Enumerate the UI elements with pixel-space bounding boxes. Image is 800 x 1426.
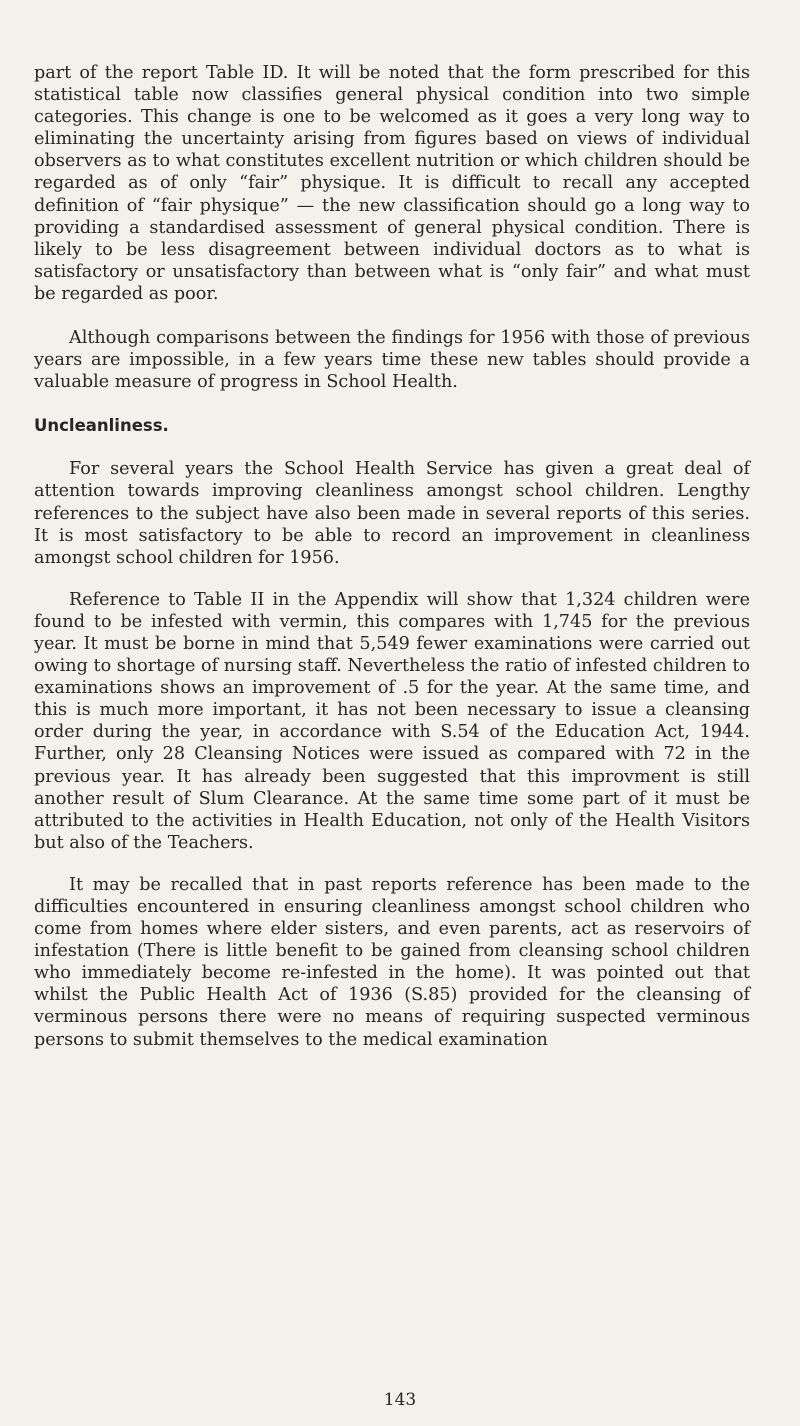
paragraph-attention: For several years the School Health Service has given a great deal of attention towards improving cleanliness amongst school children. Lengthy references to the subject have also been made in several reports of this series. It is most satisfactory to be able to record an improvement in cleanliness amongst school children for 1956. bbox=[34, 459, 750, 568]
paragraph-comparisons: Although comparisons between the findings for 1956 with those of previous years are impossible, in a few years time these new tables should provide a valuable measure of progress in School Health. bbox=[34, 328, 750, 393]
paragraph-past-reports: It may be recalled that in past reports reference has been made to the difficulties encountered in ensuring cleanliness amongst school children who come from homes where elder sisters, and even parents, act as reservoirs of infestation (There is little benefit to be gained from cleansing school children who immediately become re-infested in the home). It was pointed out that whilst the Public Health Act of 1936 (S.85) provided for the cleansing of verminous persons there were no means of requiring suspected verminous persons to submit themselves to the medical examination bbox=[34, 874, 750, 1050]
paragraph-table-reference: Reference to Table II in the Appendix will show that 1,324 children were found to be infested with vermin, this compares with 1,745 for the previous year. It must be borne in mind that 5,549 fewer examinations were carried out owing to shortage of nursing staff. Nevertheless the ratio of infested children to examinations shows an improvement of .5 for the year. At the same time, and this is much more important, it has not been necessary to issue a cleansing order during the year, in accordance with S.54 of the Education Act, 1944. Further, only 28 Cleansing Notices were issued as compared with 72 in the previous year. It has already been suggested that this improvment is still another result of Slum Clearance. At the same time some part of it must be attributed to the activities in Health Education, not only of the Health Visitors but also of the Teachers. bbox=[34, 589, 750, 853]
section-heading: Uncleanliness. bbox=[34, 416, 169, 436]
page-number: 143 bbox=[383, 1390, 417, 1410]
paragraph-continued: part of the report Table ID. It will be noted that the form prescribed for this statistical table now classifies general physical condition into two simple categories. This change is one to be welcomed as it goes a very long way to eliminating the uncertainty arising from figures based on views of individual observers as to what constitutes excellent nutrition or which children should be regarded as of only “fair” physique. It is difficult to recall any accepted definition of “fair physique” — the new classification should go a long way to providing a standardised assessment of general physical condition. There is likely to be less disagreement between individual doctors as to what is satisfactory or unsatisfactory than between what is “only fair” and what must be regarded as poor. bbox=[34, 63, 750, 304]
